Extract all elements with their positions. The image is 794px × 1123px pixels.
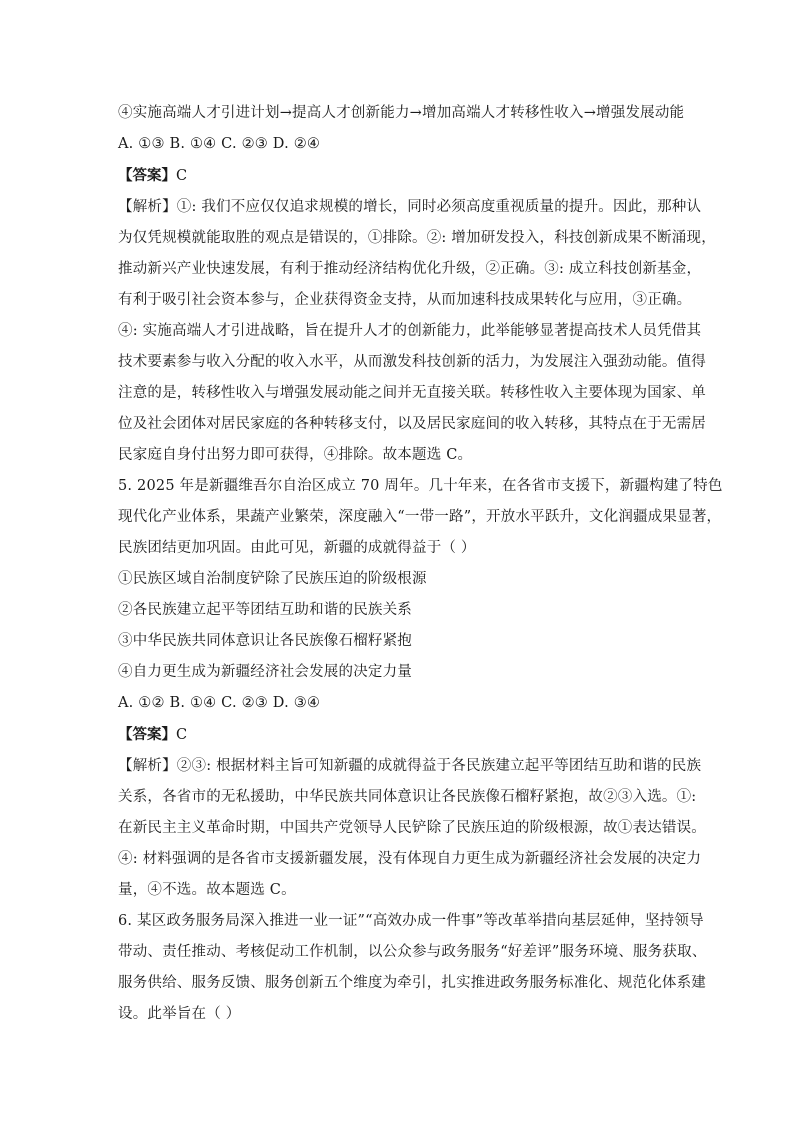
- block-q4-answer: [118, 160, 678, 192]
- text-line: ③中华民族共同体意识让各民族像石榴籽紧抱: [118, 633, 412, 649]
- block-q5-stem: [118, 471, 723, 564]
- text-line: 量，④不选。故本题选 C。: [118, 882, 296, 898]
- text-line: 位及社会团体对居民家庭的各种转移支付，以及居民家庭间的收入转移，其特点在于无需居: [118, 416, 706, 432]
- text-line: ④实施高端人才引进计划→提高人才创新能力→增加高端人才转移性收入→增强发展动能: [118, 105, 685, 121]
- block-q6-stem: [118, 906, 707, 1030]
- text-line: 民家庭自身付出努力即可获得，④排除。故本题选 C。: [118, 447, 473, 463]
- text-line: ④: 材料强调的是各省市支援新疆发展，没有体现自力更生成为新疆经济社会发展的决定力: [118, 851, 702, 867]
- text-line: 服务供给、服务反馈、服务创新五个维度为牵引，扎实推进政务服务标准化、规范化体系建: [118, 975, 706, 991]
- text-line: ④: 实施高端人才引进战略，旨在提升人才的创新能力，此举能够显著提高技术人员凭借其: [118, 323, 702, 339]
- text-line: ④自力更生成为新疆经济社会发展的决定力量: [118, 664, 412, 680]
- text-line: 【解析】②③: 根据材料主旨可知新疆的成就得益于各民族建立起平等团结互助和谐的民族: [118, 758, 702, 774]
- text-line: ①民族区域自治制度铲除了民族压迫的阶级根源: [118, 571, 427, 587]
- text-line: 为仅凭规模就能取胜的观点是错误的，①排除。②: 增加研发投入，科技创新成果不断涌现，: [118, 230, 716, 246]
- block-q4-opt4: [118, 98, 685, 129]
- block-q5-opt2: [118, 595, 678, 626]
- answer-value: C: [176, 727, 188, 743]
- block-q5-opt4: [118, 657, 678, 688]
- text-line: 带动、责任推动、考核促动工作机制，以公众参与政务服务“好差评”服务环境、服务获取、: [118, 944, 707, 960]
- text-line: 6. 某区政务服务局深入推进一业一证”“高效办成一件事”等改革举措向基层延伸，坚持领导: [118, 913, 704, 929]
- text-line: 有利于吸引社会资本参与，企业获得资金支持，从而加速科技成果转化与应用，③正确。: [118, 292, 692, 308]
- block-q4-choices: [118, 129, 678, 160]
- block-q5-opt1: [118, 564, 678, 595]
- text-line: 在新民主主义革命时期，中国共产党领导人民铲除了民族压迫的阶级根源，故①表达错误。: [118, 820, 706, 836]
- text-line: A. ①② B. ①④ C. ②③ D. ③④: [118, 695, 321, 711]
- text-line: 技术要素参与收入分配的收入水平，从而激发科技创新的活力，为发展注入强劲动能。值得: [118, 354, 706, 370]
- text-line: 【解析】①: 我们不应仅仅追求规模的增长，同时必须高度重视质量的提升。因此，那种认: [118, 199, 702, 215]
- answer-line: [118, 719, 678, 751]
- answer-value: C: [176, 168, 188, 184]
- block-q4-analysis: [118, 192, 716, 471]
- block-q5-opt3: [118, 626, 678, 657]
- answer-label: 【答案】: [118, 726, 176, 743]
- text-line: 民族团结更加巩固。由此可见，新疆的成就得益于（ ）: [118, 540, 476, 556]
- answer-line: [118, 160, 678, 192]
- block-q5-answer: [118, 719, 678, 751]
- block-q5-choices: [118, 688, 678, 719]
- text-line: 5. 2025 年是新疆维吾尔自治区成立 70 周年。几十年来，在各省市支援下，新疆构建了特色: [118, 478, 723, 494]
- document-page: [118, 98, 723, 1030]
- text-line: 关系，各省市的无私援助，中华民族共同体意识让各民族像石榴籽紧抱，故②③入选。①:: [118, 789, 697, 805]
- text-line: 推动新兴产业快速发展，有利于推动经济结构优化升级，②正确。③: 成立科技创新基金，: [118, 261, 702, 277]
- text-line: 设。此举旨在（ ）: [118, 1006, 241, 1022]
- block-q5-analysis: [118, 751, 706, 906]
- answer-label: 【答案】: [118, 167, 176, 184]
- text-line: 注意的是，转移性收入与增强发展动能之间并无直接关联。转移性收入主要体现为国家、单: [118, 385, 706, 401]
- text-line: ②各民族建立起平等团结互助和谐的民族关系: [118, 602, 412, 618]
- text-line: 现代化产业体系，果蔬产业繁荣，深度融入“一带一路”，开放水平跃升，文化润疆成果显著，: [118, 509, 722, 525]
- text-line: A. ①③ B. ①④ C. ②③ D. ②④: [118, 136, 321, 152]
